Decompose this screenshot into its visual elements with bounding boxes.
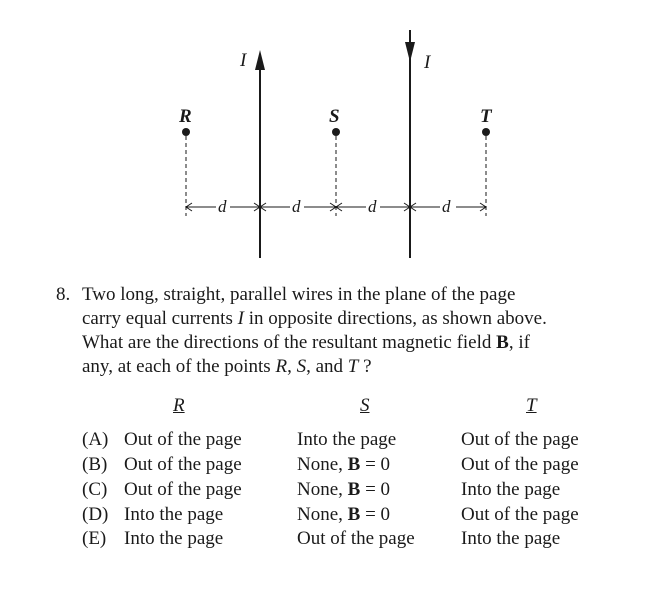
left-current-label: I [240, 50, 247, 71]
column-header-r: R [173, 395, 185, 416]
choice-t-value: Into the page [461, 528, 561, 549]
choice-t-value: Out of the page [461, 454, 579, 475]
svg-text:d: d [442, 197, 451, 216]
choice-s-value: Into the page [297, 429, 397, 450]
right-current-label: I [424, 52, 431, 73]
point-t-dot [482, 128, 490, 136]
svg-text:d: d [368, 197, 377, 216]
choice-s-value: None, B = 0 [297, 504, 391, 525]
choice-t-value: Into the page [461, 479, 561, 500]
dimension-3 [336, 197, 410, 216]
question-line-2: carry equal currents I in opposite directions, as shown above. [82, 308, 547, 329]
left-wire-up-arrow [255, 50, 265, 70]
choice-r-value: Out of the page [124, 429, 242, 450]
question-number: 8. [56, 284, 71, 305]
choice-d[interactable] [0, 504, 662, 529]
right-wire-down-arrow [405, 42, 415, 62]
choice-s-value: None, B = 0 [297, 479, 391, 500]
choice-letter: (E) [82, 528, 107, 549]
dimension-4 [410, 197, 486, 216]
choice-s-value: None, B = 0 [297, 454, 391, 475]
choice-r-value: Out of the page [124, 479, 242, 500]
choice-r-value: Into the page [124, 504, 224, 525]
wire-diagram [0, 0, 662, 280]
point-r-label: R [179, 106, 192, 127]
point-s-dot [332, 128, 340, 136]
question-line-4: any, at each of the points R, S, and T ? [82, 356, 372, 377]
choice-a[interactable] [0, 429, 662, 454]
choice-t-value: Out of the page [461, 429, 579, 450]
dimension-1 [186, 197, 260, 216]
choice-letter: (C) [82, 479, 108, 500]
choice-letter: (A) [82, 429, 109, 450]
question-line-1: Two long, straight, parallel wires in the plane of the page [82, 284, 516, 305]
choice-r-value: Out of the page [124, 454, 242, 475]
point-s-label: S [329, 106, 340, 127]
choice-s-value: Out of the page [297, 528, 415, 549]
point-r-dot [182, 128, 190, 136]
choice-letter: (D) [82, 504, 109, 525]
column-header-s: S [360, 395, 370, 416]
question-text [56, 283, 646, 379]
choice-letter: (B) [82, 454, 108, 475]
dimension-2 [260, 197, 336, 216]
column-header-t: T [526, 395, 537, 416]
choice-t-value: Out of the page [461, 504, 579, 525]
svg-text:d: d [218, 197, 227, 216]
choice-e[interactable] [0, 528, 662, 553]
choice-b[interactable] [0, 454, 662, 479]
point-t-label: T [480, 106, 492, 127]
question-line-3: What are the directions of the resultant magnetic field B, if [82, 332, 530, 353]
svg-text:d: d [292, 197, 301, 216]
choice-c[interactable] [0, 479, 662, 504]
choice-r-value: Into the page [124, 528, 224, 549]
